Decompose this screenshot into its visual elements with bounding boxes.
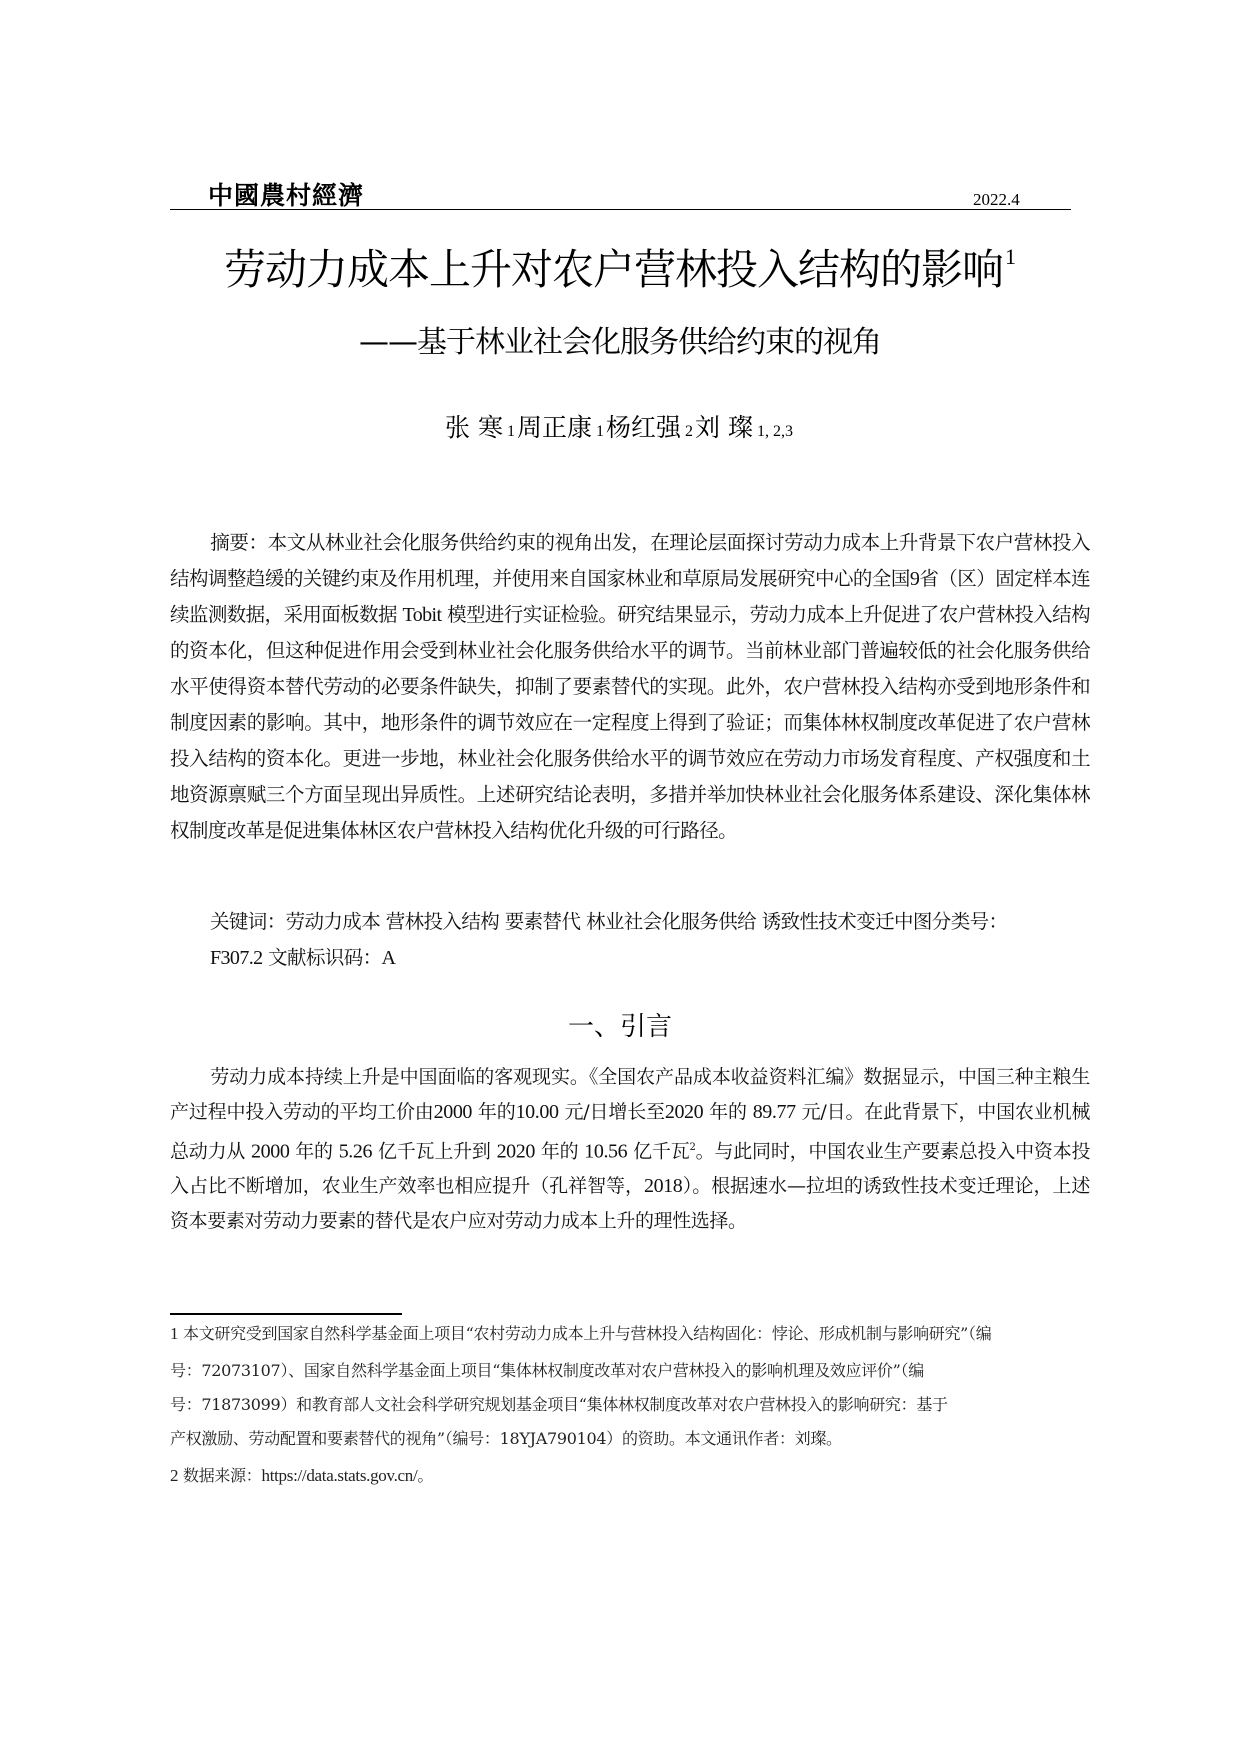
intro-year: 2020 xyxy=(664,1101,704,1123)
data-source-link[interactable]: https://data.stats.gov.cn/ xyxy=(261,1466,418,1485)
header-rule xyxy=(170,209,1071,210)
footnote-number: 2 xyxy=(170,1466,179,1485)
title-footnote-mark[interactable]: 1 xyxy=(1005,244,1016,269)
intro-year: 2000 xyxy=(433,1101,473,1123)
article-subtitle: ——基于林业社会化服务供给约束的视角 xyxy=(359,325,881,360)
article-title-text: 劳动力成本上升对农户营林投入结构的影响 xyxy=(223,245,1003,294)
intro-year: 2020 xyxy=(496,1140,535,1163)
section-heading: 一、引言 xyxy=(567,1012,672,1042)
intro-text: 元/日增长至 xyxy=(564,1101,665,1123)
intro-text: 年的 xyxy=(540,1140,579,1163)
intro-text: 劳动力成本持续上升是中国面临的客观现实。《全国农产品成本收益资料汇编》数据显示，中国三种主粮生产过程中投入劳动的平均工价由 xyxy=(170,1066,1090,1123)
keyword: 林业社会化服务供给 xyxy=(585,910,757,933)
abstract-province-count: 9 xyxy=(909,568,920,590)
doc-code-label: 文献标识码： xyxy=(268,946,382,969)
author-name: 刘 璨 xyxy=(695,413,753,442)
intro-wage-2000: 10.00 xyxy=(515,1101,559,1123)
footnote-1-line: 产权激励、劳动配置和要素替代的视角”（编号：18YJA790104）的资助。本文通讯作者：刘璨。 xyxy=(170,1429,842,1448)
intro-power-2000: 5.26 xyxy=(338,1140,373,1163)
intro-wage-2020: 89.77 xyxy=(752,1101,796,1123)
journal-masthead-logo: 中國農村經濟 xyxy=(208,181,365,210)
intro-text: ）。根据速水—拉坦的诱致性技术变迁理论，上述资本要素对劳动力要素的替代是农户应对劳动力成本上升的理性选择。 xyxy=(170,1175,1090,1233)
intro-text: 亿千瓦上升到 xyxy=(377,1140,491,1163)
keyword: 劳动力成本 xyxy=(285,910,381,933)
article-title xyxy=(0,237,1240,297)
footnote-text: 数据来源： xyxy=(183,1466,262,1485)
keywords-block xyxy=(170,904,1090,976)
footnotes xyxy=(170,1323,1090,1496)
author-affiliation: 2 xyxy=(685,423,694,440)
keyword: 营林投入结构 xyxy=(385,910,500,933)
keywords-label: 关键词： xyxy=(210,910,286,933)
intro-text: 亿千瓦 xyxy=(633,1140,690,1163)
intro-text: 年的 xyxy=(709,1101,747,1123)
abstract-label: 摘要： xyxy=(210,531,268,554)
doc-code-value: A xyxy=(381,947,396,969)
author-list xyxy=(0,408,1240,444)
footnote-text: 本文研究受到国家自然科学基金面上项目“农村劳动力成本上升与营林投入结构固化：悖论、形成机制与影响研究”（编 xyxy=(183,1324,992,1343)
footnote-text: 。 xyxy=(417,1466,434,1485)
clc-label: 中图分类号： xyxy=(894,910,1008,933)
abstract xyxy=(170,525,1090,849)
footnote-number: 1 xyxy=(170,1324,179,1343)
footnote-1-line: 号：71873099）和教育部人文社会科学研究规划基金项目“集体林权制度改革对农户营林投入的影响研究：基于 xyxy=(170,1395,948,1414)
author-name: 周正康 xyxy=(516,413,592,442)
author-affiliation: 1, 2,3 xyxy=(756,423,793,440)
abstract-model-name: Tobit xyxy=(402,604,442,626)
abstract-text: 本文从林业社会化服务供给约束的视角出发，在理论层面探讨劳动力成本上升背景下农户营林投入结构调整趋缓的关键约束及作用机理，并使用来自国家林业和草原局发展研究中心的全国 xyxy=(170,531,1090,590)
intro-text: 年的 xyxy=(477,1101,516,1123)
author-name: 张 寒 xyxy=(445,413,503,442)
footnote-1-line: 号：72073107）、国家自然科学基金面上项目“集体林权制度改革对农户营林投入的影响机理及效应评价”（编 xyxy=(170,1361,924,1380)
abstract-text: 模型进行实证检验。研究结果显示，劳动力成本上升促进了农户营林投入结构的资本化，但这种促进作用会受到林业社会化服务供给水平的调节。当前林业部门普遍较低的社会化服务供给水平使得资本替代劳动的必要条件缺失，抑制了要素替代的实现。此外，农户营林投入结构亦受到地形条件和制度因素的影响。其中，地形条件的调节效应在一定程度上得到了验证；而集体林权制度改革促进了农户营林投入结构的资本化。更进一步地，林业社会化服务供给水平的调节效应在劳动力市场发育程度、产权强度和土地资源禀赋三个方面呈现出异质性。上述研究结论表明，多措并举加快林业社会化服务体系建设、深化集体林权制度改革是促进集体林区农户营林投入结构优化升级的可行路径。 xyxy=(170,603,1090,842)
intro-paragraph xyxy=(170,1060,1090,1239)
intro-power-2020: 10.56 xyxy=(584,1140,628,1163)
intro-text: 年的 xyxy=(295,1140,333,1163)
abstract-text: 省（区）固定样本连续监测数据，采用面板数据 xyxy=(170,567,1090,626)
clc-value: F307.2 xyxy=(210,947,263,969)
footnote-rule xyxy=(170,1313,402,1315)
author-affiliation: 1 xyxy=(596,423,604,440)
citation-year: 2018 xyxy=(643,1175,683,1198)
issue-number: 2022.4 xyxy=(973,190,1020,209)
author-name: 杨红强 xyxy=(606,413,682,442)
intro-text: 。与此同时，中国农业生产要素总投入中资本投入占比不断增加，农业生产效率也相应提升（孔祥智等， xyxy=(170,1140,1091,1198)
intro-year: 2000 xyxy=(251,1140,290,1163)
keyword: 要素替代 xyxy=(504,910,581,933)
author-affiliation: 1 xyxy=(506,423,515,440)
keyword: 诱致性技术变迁 xyxy=(761,910,894,933)
footnote-1 xyxy=(170,1323,1090,1345)
footnote-mark[interactable]: 2 xyxy=(689,1142,696,1153)
footnote-2 xyxy=(170,1465,1090,1487)
intro-text: 元/日。在此背景下，中国农业机械总动力从 xyxy=(170,1101,1091,1163)
